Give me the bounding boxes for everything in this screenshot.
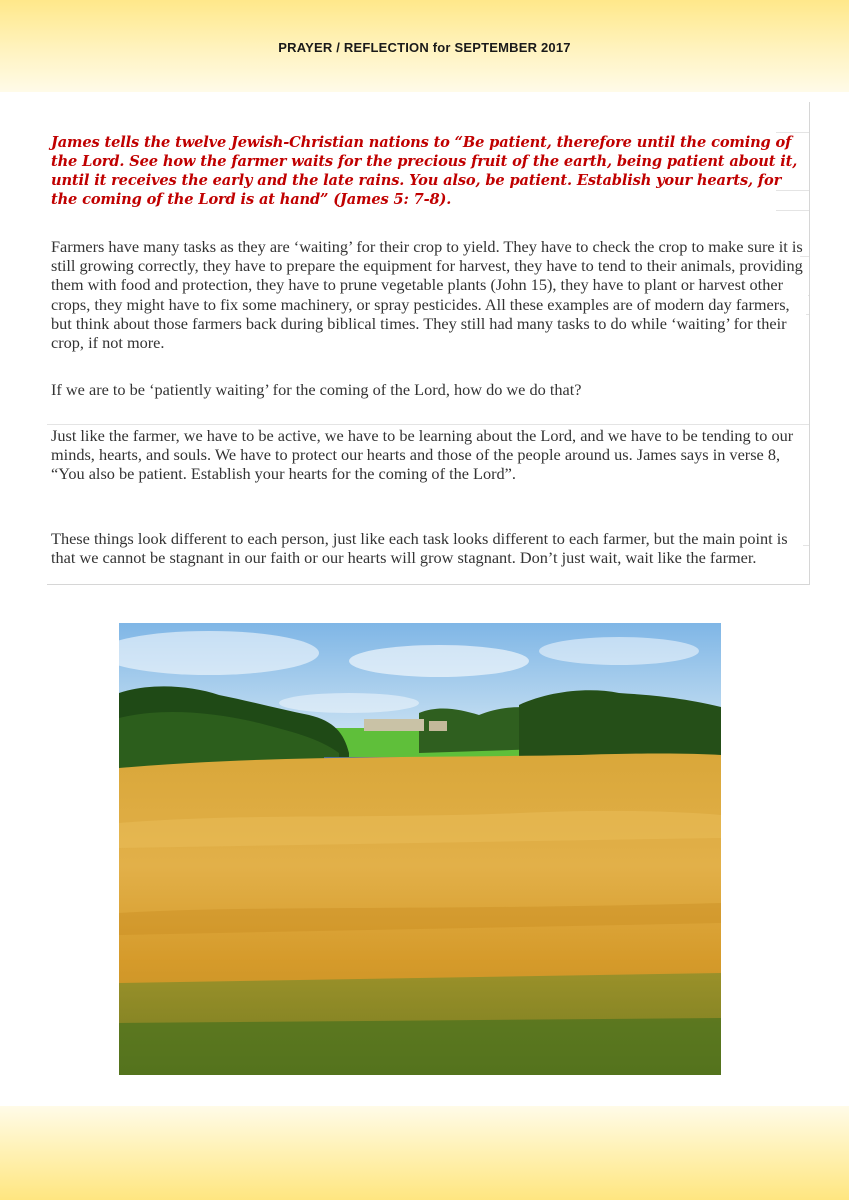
wheat-field-photo [119, 623, 721, 1075]
body-paragraph: If we are to be ‘patiently waiting’ for the coming of the Lord, how do we do that? [51, 380, 582, 399]
footer-band [0, 1106, 849, 1200]
page-title: PRAYER / REFLECTION for SEPTEMBER 2017 [278, 40, 571, 55]
scripture-quote: James tells the twelve Jewish-Christian nations to “Be patient, therefore until the coming of the Lord. See how the farmer waits for the precious fruit of the earth, being patient about it, until it receives the early and the late rains. You also, be patient. Establish your hearts, for the coming of the Lord is at hand” (James 5: 7-8). [51, 134, 798, 208]
body-paragraph: These things look different to each person, just like each task looks different to each farmer, but the main point is that we cannot be stagnant in our faith or our hearts will grow stagnant. Don’t just wait, wait like the farmer. [51, 529, 788, 568]
divider-line [47, 424, 809, 425]
body-paragraph: Just like the farmer, we have to be active, we have to be learning about the Lord, and we have to be tending to our minds, hearts, and souls. We have to protect our hearts and those of the people around us. James says in verse 8, “You also be patient. Establish your hearts for the coming of the Lord”. [51, 426, 794, 484]
body-paragraph: Farmers have many tasks as they are ‘waiting’ for their crop to yield. They have to check the crop to make sure it is still growing correctly, they have to prepare the equipment for harvest, they have to tend to their animals, providing them with food and protection, they have to prune vegetable plants (John 15), they have to plant or harvest other crops, they might have to fix some machinery, or spray pesticides. All these examples are of modern day farmers, but think about those farmers back during biblical times. They still had many tasks to do while ‘waiting’ for their crop, if not more. [51, 237, 803, 353]
divider-line [776, 210, 809, 211]
